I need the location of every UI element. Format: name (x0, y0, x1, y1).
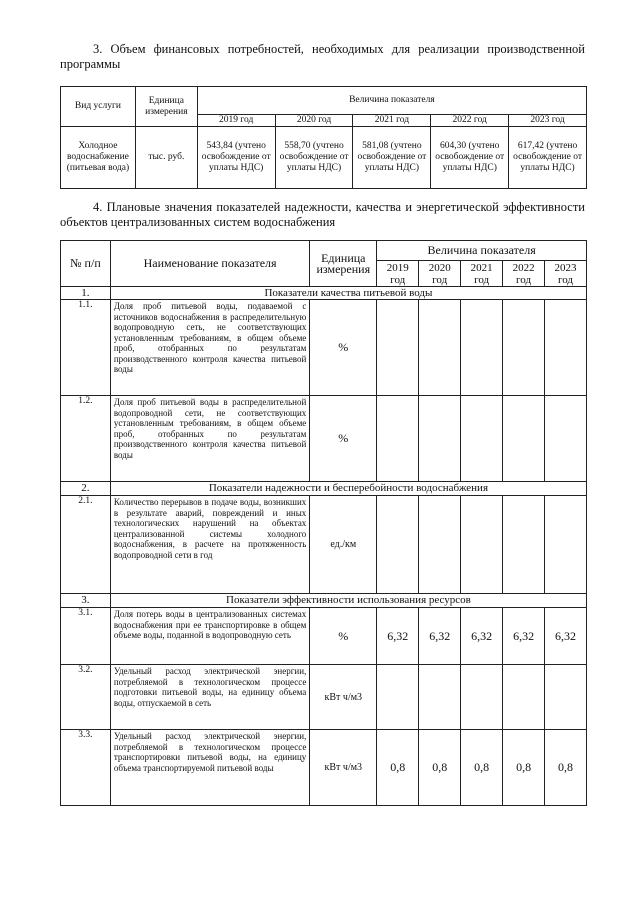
year-header: 2023 год (545, 261, 587, 287)
col-num-header: № п/п (61, 241, 111, 287)
year-header: 2020 год (419, 261, 461, 287)
indicator-value (503, 665, 545, 730)
year-header: 2019 год (377, 261, 419, 287)
financial-needs-table (60, 86, 587, 189)
col-unit-header: Единица измерения (310, 241, 377, 287)
indicator-value: 6,32 (545, 608, 587, 665)
unit-cell: тыс. руб. (135, 127, 197, 189)
indicator-value: 6,32 (503, 608, 545, 665)
indicator-unit: % (310, 608, 377, 665)
indicator-value (419, 396, 461, 482)
indicator-value (461, 496, 503, 594)
row-number: 3.1. (61, 608, 111, 665)
indicator-value (377, 300, 419, 396)
value-cell: 558,70 (учтено освобождение от уплаты НДС) (275, 127, 353, 189)
indicator-value (377, 396, 419, 482)
indicator-value (461, 300, 503, 396)
indicator-value (545, 300, 587, 396)
indicator-value (377, 496, 419, 594)
col-service-header: Вид услуги (61, 87, 136, 127)
indicator-value: 6,32 (461, 608, 503, 665)
group-title: Показатели качества питьевой воды (110, 287, 586, 300)
year-header: 2022 год (503, 261, 545, 287)
section4-heading: 4. Плановые значения показателей надежности, качества и энергетической эффективности объектов централизованных систем водоснабжения (60, 200, 585, 229)
section3-heading: 3. Объем финансовых потребностей, необходимых для реализации производственной программы (60, 42, 585, 71)
indicator-value (419, 300, 461, 396)
row-number: 3.3. (61, 730, 111, 806)
year-header: 2022 год (431, 115, 509, 127)
value-cell: 581,08 (учтено освобождение от уплаты НДС) (353, 127, 431, 189)
indicator-name: Доля проб питьевой воды в распределительной водопроводной сети, не соответствующих установленным требованиям, в общем объеме проб, отобранных по результатам производственного контроля качества питьевой воды (110, 396, 309, 482)
indicator-value (419, 496, 461, 594)
group-number: 3. (61, 594, 111, 608)
col-value-header: Величина показателя (377, 241, 587, 261)
indicator-unit: % (310, 300, 377, 396)
col-name-header: Наименование показателя (110, 241, 309, 287)
group-number: 2. (61, 482, 111, 496)
group-title: Показатели эффективности использования ресурсов (110, 594, 586, 608)
year-header: 2021 год (353, 115, 431, 127)
col-unit-header: Единица измерения (135, 87, 197, 127)
value-cell: 604,30 (учтено освобождение от уплаты НДС) (431, 127, 509, 189)
indicator-value: 0,8 (503, 730, 545, 806)
year-header: 2020 год (275, 115, 353, 127)
row-number: 2.1. (61, 496, 111, 594)
indicator-name: Доля потерь воды в централизованных системах водоснабжения при ее транспортировке в общем объеме воды, поданной в водопроводную сеть (110, 608, 309, 665)
indicator-value: 0,8 (377, 730, 419, 806)
indicator-value: 6,32 (419, 608, 461, 665)
indicator-value: 6,32 (377, 608, 419, 665)
indicator-value (503, 396, 545, 482)
indicator-unit: кВт ч/м3 (310, 730, 377, 806)
service-cell: Холодное водоснабжение (питьевая вода) (61, 127, 136, 189)
indicators-table (60, 240, 587, 806)
indicator-name: Количество перерывов в подаче воды, возникших в результате аварий, повреждений и иных технологических нарушений на объектах централизованной системы холодного водоснабжения, в расчете на протяженность водопроводной сети в год (110, 496, 309, 594)
indicator-value: 0,8 (419, 730, 461, 806)
value-cell: 617,42 (учтено освобождение от уплаты НДС) (509, 127, 587, 189)
indicator-value (503, 496, 545, 594)
indicator-value (461, 665, 503, 730)
indicator-name: Удельный расход электрической энергии, потребляемой в технологическом процессе транспортировки питьевой воды, на единицу объема транспортируемой питьевой воды (110, 730, 309, 806)
indicator-unit: кВт ч/м3 (310, 665, 377, 730)
year-header: 2021 год (461, 261, 503, 287)
indicator-unit: ед./км (310, 496, 377, 594)
indicator-value (419, 665, 461, 730)
group-title: Показатели надежности и бесперебойности водоснабжения (110, 482, 586, 496)
group-number: 1. (61, 287, 111, 300)
indicator-value (545, 496, 587, 594)
indicator-unit: % (310, 396, 377, 482)
year-header: 2019 год (197, 115, 275, 127)
indicator-value (545, 665, 587, 730)
indicator-name: Доля проб питьевой воды, подаваемой с источников водоснабжения в распределительную водопроводную сеть, не соответствующих установленным требованиям, в общем объеме проб, отобранных по результатам производственного контроля качества питьевой воды (110, 300, 309, 396)
indicator-value: 0,8 (461, 730, 503, 806)
indicator-name: Удельный расход электрической энергии, потребляемой в технологическом процессе подготовки питьевой воды, на единицу объема воды, отпускаемой в сеть (110, 665, 309, 730)
row-number: 1.1. (61, 300, 111, 396)
year-header: 2023 год (509, 115, 587, 127)
indicator-value (503, 300, 545, 396)
indicator-value (377, 665, 419, 730)
value-cell: 543,84 (учтено освобождение от уплаты НДС) (197, 127, 275, 189)
indicator-value: 0,8 (545, 730, 587, 806)
indicator-value (461, 396, 503, 482)
indicator-value (545, 396, 587, 482)
row-number: 1.2. (61, 396, 111, 482)
col-value-header: Величина показателя (197, 87, 586, 115)
row-number: 3.2. (61, 665, 111, 730)
